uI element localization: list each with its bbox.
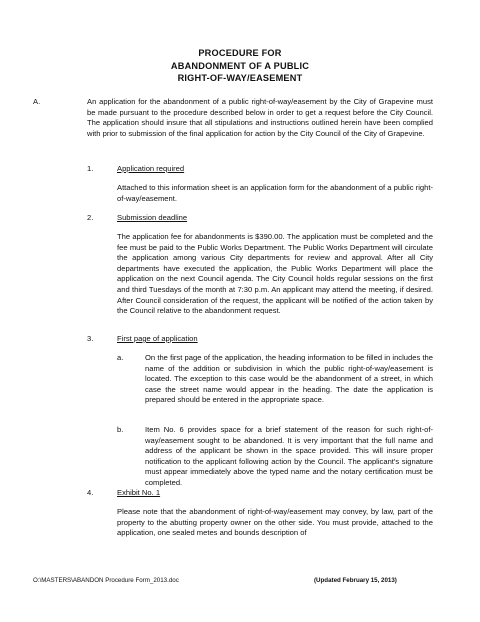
item-3-number: 3. (87, 334, 94, 343)
item-3a-text: On the first page of the application, the heading information to be filled in includes the name of the addition or subdivision in which the public right-of-way/easement is located. The exception to this case would be the abandonment of a street, in which case the street name would appear in the heading. The date the application is prepared should be entered in the appropriate space. (145, 353, 433, 405)
item-3b-letter: b. (117, 425, 124, 434)
document-title (0, 47, 480, 85)
item-2-text: The application fee for abandonments is $390.00. The application must be completed and the fee must be paid to the Public Works Department. The Public Works Department will circulate the application among various City departments for review and approval. After all City departments have executed the application, the Public Works Department will place the application on the next Council agenda. The City Council holds regular sessions on the first and third Tuesdays of the month at 7:30 p.m. An applicant may attend the meeting, if desired. After Council consideration of the request, the applicant will be notified of the action taken by the Council relative to the abandonment request. (117, 232, 433, 316)
footer-file-path: O:\MASTERS\ABANDON Procedure Form_2013.doc (33, 577, 179, 584)
item-3a-letter: a. (117, 353, 124, 362)
item-2-number: 2. (87, 213, 94, 222)
title-line-1: PROCEDURE FOR (198, 48, 282, 58)
title-line-3: RIGHT-OF-WAY/EASEMENT (177, 73, 303, 83)
title-line-2: ABANDONMENT OF A PUBLIC (170, 60, 310, 71)
item-4-heading: Exhibit No. 1 (117, 488, 161, 497)
item-4-text: Please note that the abandonment of right-of-way/easement may convey, by law, part of the property to the abutting property owner on the other side. You must provide, attached to the application, one sealed metes and bounds description of (117, 507, 433, 538)
item-1-number: 1. (87, 164, 94, 173)
item-3-heading: First page of application (117, 334, 198, 343)
item-1-text: Attached to this information sheet is an application form for the abandonment of a public right-of-way/easement. (117, 183, 433, 203)
footer-updated-date: (Updated February 15, 2013) (314, 577, 397, 584)
item-4-number: 4. (87, 488, 94, 497)
section-a-text: An application for the abandonment of a public right-of-way/easement by the City of Grapevine must be made pursuant to the procedure described below in order to get a request before the City Council. The application should insure that all stipulations and instructions outlined herein have been complied with prior to submission of the final application for action by the City Council of the City of Grapevine. (87, 97, 433, 138)
item-3b-text: Item No. 6 provides space for a brief statement of the reason for such right-of-way/easement sought to be abandoned. It is very important that the full name and address of the applicant be shown in the space provided. This will insure proper notification to the applicant following action by the Council. The applicant's signature must appear immediately above the typed name and the notary certification must be completed. (145, 425, 433, 487)
item-1-heading: Application required (117, 164, 185, 173)
item-2-heading: Submission deadline (117, 213, 188, 222)
section-a-marker: A. (33, 97, 41, 106)
